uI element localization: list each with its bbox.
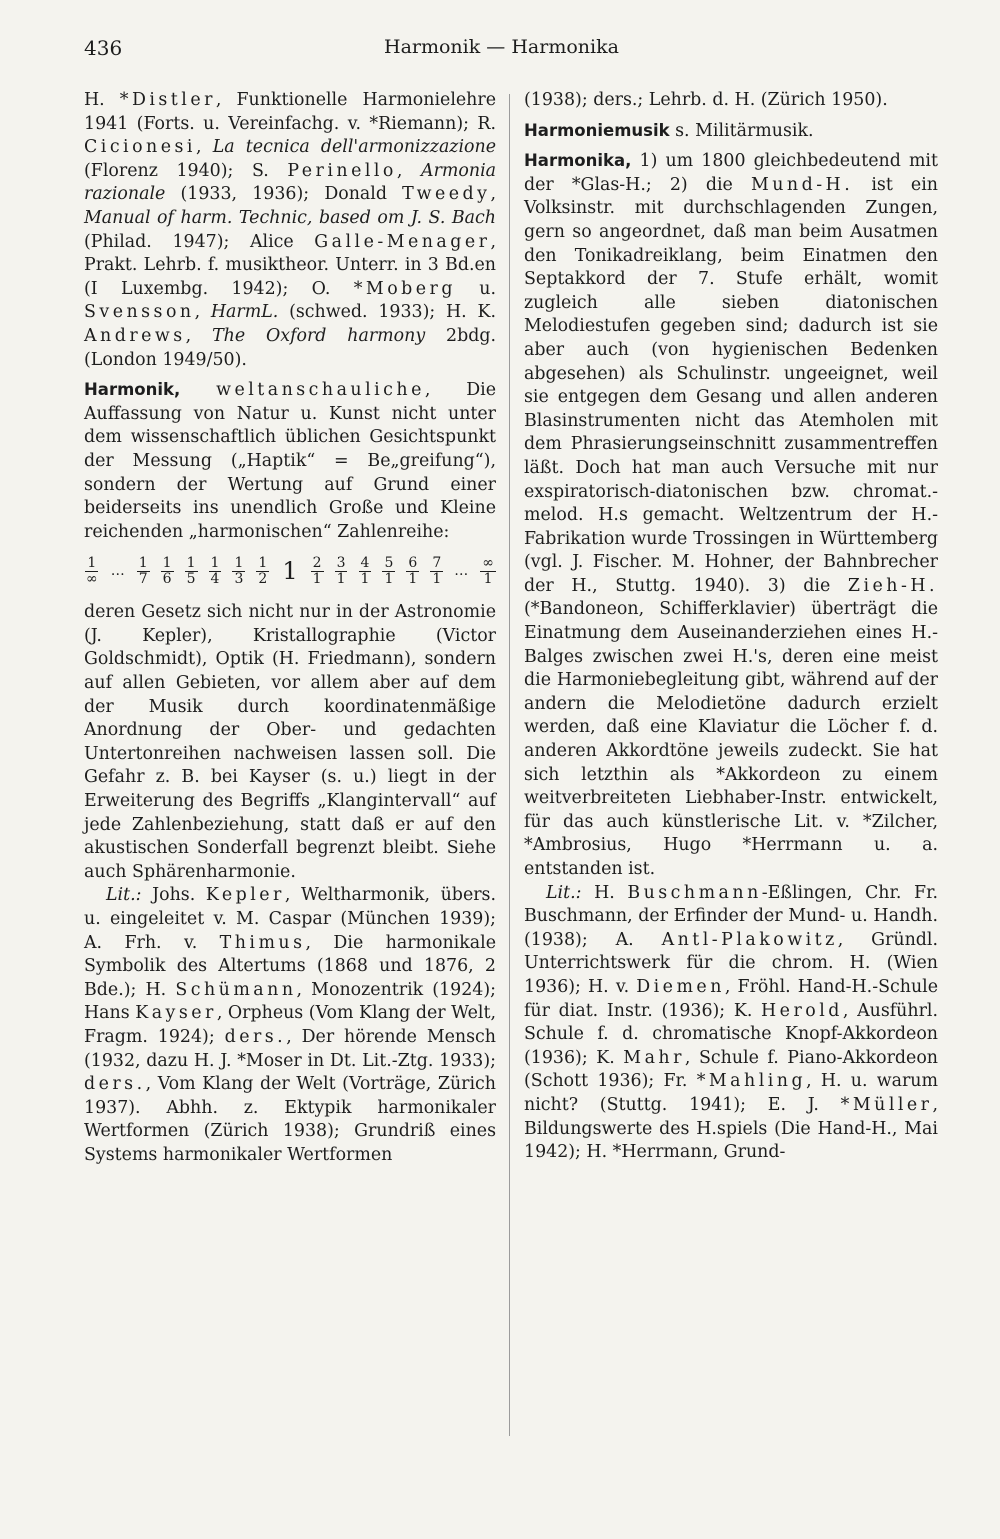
harmonik-literature-paragraph: Lit.: Johs. Kepler, Weltharmonik, übers. u. eingeleitet v. M. Caspar (München 1939); A. Frh. v. Thimus, Die harmonikale Symbolik des Altertums (1868 und 1876, 2 Bde.); H. Schümann, Monozentrik (1924); Hans Kayser, Orpheus (Vom Klang der Welt, Fragm. 1924); ders., Der hörende Mensch (1932, dazu H. J. *Moser in Dt. Lit.-Ztg. 1933); ders., Vom Klang der Welt (Vorträge, Zürich 1937). Abhh. z. Ektypik harmonikaler Wertformen (Zürich 1938); Grundriß eines Systems harmonikaler Wertformen: [84, 885, 496, 1165]
fraction: $\frac{1}{7}$: [138, 555, 148, 588]
ellipsis: …: [454, 562, 470, 579]
headword-harmoniemusik: Harmoniemusik: [524, 120, 670, 140]
fraction: $\frac{1}{3}$: [234, 555, 244, 588]
fraction-1-over-infinity: $\frac{1}{\infty}$: [86, 555, 98, 588]
ellipsis: …: [110, 562, 126, 579]
continuation-paragraph: (1938); ders.; Lehrb. d. H. (Zürich 1950).: [524, 90, 888, 110]
fraction: $\frac{6}{1}$: [408, 555, 418, 588]
right-column: [524, 89, 938, 1165]
fraction: $\frac{3}{1}$: [336, 555, 346, 588]
entry-harmonika: Harmonika, 1) um 1800 gleichbedeutend mit der *Glas-H.; 2) die Mund-H. ist ein Volksinstr. mit durchschlagenden Zungen, gern so angeordnet, daß man beim Ausatmen den Tonikadreiklang, beim Einatmen den Septakkord der 7. Stufe erhält, womit zugleich alle sieben diatonischen Melodiestufen gegeben sind; dadurch ist sie aber auch (von hygienischen Bedenken abgesehen) als Schulinstr. ungeeignet, weil sie entgegen dem Gesang und allen anderen Blasinstrumenten nicht das Atemholen mit dem Phrasierungseinschnitt zusammentreffen läßt. Doch hat man auch Versuche mit nur exspiratorisch-diatonischen bzw. chromat.-melod. H.s gemacht. Weltzentrum der H.-Fabrikation wurde Trossingen in Württemberg (vgl. J. Fischer. M. Hohner, der Bahnbrecher der H., Stuttg. 1940). 3) die Zieh-H. (*Bandoneon, Schifferklavier) überträgt die Einatmung dem Auseinanderziehen eines H.-Balges zwischen zwei H.'s, deren eine meist die Harmoniebegleitung gibt, während auf der andern die Melodietöne dadurch erzielt werden, daß eine Klaviatur die Löcher f. d. anderen Akkordtöne jeweils zudeckt. Sie hat sich letzthin als *Akkordeon zu einem weitverbreiteten Liebhaber-Instr. entwickelt, für das auch künstlerische Lit. v. *Zilcher, *Ambrosius, Hugo *Herrmann u. a. entstanden ist.: [524, 151, 938, 879]
fraction: $\frac{1}{2}$: [258, 555, 268, 588]
fraction: $\frac{7}{1}$: [432, 555, 442, 588]
lit-label: Lit.:: [546, 882, 582, 903]
fraction: $\frac{2}{1}$: [312, 555, 322, 588]
center-one: 1: [282, 556, 298, 585]
column-divider: [509, 94, 510, 1436]
headword-harmonika: Harmonika,: [524, 151, 632, 171]
headword-harmonik: Harmonik,: [84, 380, 181, 400]
page-header: [84, 36, 908, 66]
running-title: Harmonik — Harmonika: [384, 36, 619, 58]
entry-harmoniemusik: Harmoniemusik s. Militärmusik.: [524, 120, 814, 141]
harmonielehre-literature-paragraph: H. *Distler, Funktionelle Harmonielehre 1941 (Forts. u. Vereinfachg. v. *Riemann); R. Cicionesi, La tecnica dell'armonizzazione (Florenz 1940); S. Perinello, Armonia razionale (1933, 1936); Donald Tweedy, Manual of harm. Technic, based om J. S. Bach (Philad. 1947); Alice Galle-Menager, Prakt. Lehrb. f. musiktheor. Unterr. in 3 Bd.en (I Luxembg. 1942); O. *Moberg u. Svensson, HarmL. (schwed. 1933); H. K. Andrews, The Oxford harmony 2bdg. (London 1949/50).: [84, 90, 496, 370]
fraction: $\frac{5}{1}$: [384, 555, 394, 588]
harmonika-literature-paragraph: Lit.: H. Buschmann-Eßlingen, Chr. Fr. Buschmann, der Erfinder der Mund- u. Handh. (1938); A. Antl-Plakowitz, Gründl. Unterrichtswerk für die chrom. H. (Wien 1936); H. v. Diemen, Fröhl. Hand-H.-Schule für diat. Instr. (1936); K. Herold, Ausführl. Schule f. d. chromatische Knopf-Akkordeon (1936); K. Mahr, Schule f. Piano-Akkordeon (Schott 1936); Fr. *Mahling, H. u. warum nicht? (Stuttg. 1941); E. J. *Müller, Bildungswerte des H.spiels (Die Hand-H., Mai 1942); H. *Herrmann, Grund-: [524, 882, 938, 1163]
lit-label: Lit.:: [106, 885, 142, 906]
entry-harmonik: Harmonik, weltanschauliche, Die Auffassung von Natur u. Kunst nicht unter dem wissenschaftlich üblichen Gesichtspunkt der Messung („Haptik“ = Be„greifung“), sondern der Wertung auf Grund einer beiderseits ins unendlich Große und Kleine reichenden „harmonischen“ Zahlenreihe:: [84, 380, 496, 542]
fraction-infinity-over-1: $\frac{\infty}{1}$: [482, 555, 494, 588]
fraction: $\frac{1}{6}$: [162, 555, 172, 588]
harmonic-number-series: [84, 556, 496, 587]
fraction: $\frac{1}{4}$: [210, 555, 220, 588]
fraction: $\frac{1}{5}$: [186, 555, 196, 588]
fraction: $\frac{4}{1}$: [360, 555, 370, 588]
page-number: 436: [84, 36, 123, 60]
left-column: [84, 89, 496, 1168]
harmonik-explanation-paragraph: deren Gesetz sich nicht nur in der Astronomie (J. Kepler), Kristallographie (Victor Goldschmidt), Optik (H. Friedmann), sondern auf allen Gebieten, vor allem aber auf dem der Musik durch koordinatenmäßige Anordnung der Ober- und gedachten Untertonreihen nachweisen lassen soll. Die Gefahr z. B. bei Kayser (s. u.) liegt in der Erweiterung des Begriffs „Klangintervall“ auf jede Zahlenbeziehung, statt daß er auf den akustischen Sonderfall begrenzt bleibt. Siehe auch Sphärenharmonie.: [84, 602, 496, 882]
